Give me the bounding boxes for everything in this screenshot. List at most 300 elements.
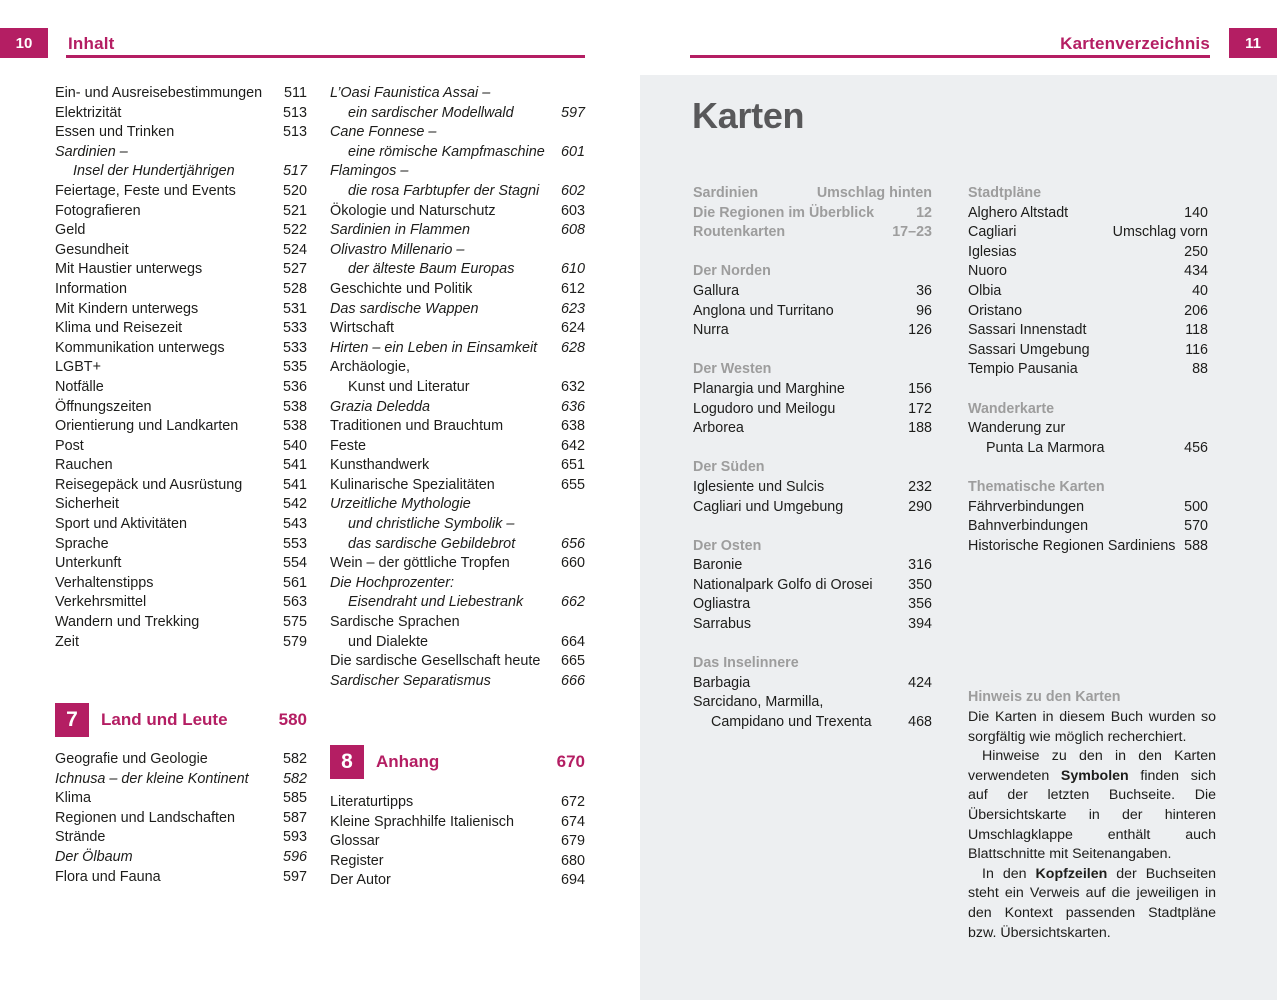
entry-label: Sardischer Separatismus xyxy=(330,672,491,689)
entry-page-number: 538 xyxy=(282,398,307,415)
toc-entry xyxy=(693,400,932,420)
toc-entry xyxy=(55,319,307,339)
entry-page-number: 126 xyxy=(908,322,932,339)
toc-entry xyxy=(330,300,585,320)
toc-entry xyxy=(330,417,585,437)
toc-entry xyxy=(55,104,307,124)
entry-page-number: 587 xyxy=(282,809,307,826)
entry-label: Hirten – ein Leben in Einsamkeit xyxy=(330,339,538,356)
entry-label: die rosa Farbtupfer der Stagni xyxy=(348,182,540,199)
toc-entry xyxy=(693,556,932,576)
entry-label: Post xyxy=(55,437,84,454)
toc-entry xyxy=(968,321,1208,341)
entry-label: Logudoro und Meilogu xyxy=(693,400,836,417)
entry-page-number: 636 xyxy=(560,398,585,415)
toc-entry xyxy=(330,495,585,515)
note-text: der Buchseiten steht ein Verweis auf die jeweiligen in den Kontext passenden Stadtpläne bzw. Übersichtskarten. xyxy=(968,865,1216,941)
entry-page-number: 579 xyxy=(282,633,307,650)
toc-entry xyxy=(55,495,307,515)
entry-page-number: 602 xyxy=(560,182,585,199)
entry-page-number: 538 xyxy=(282,418,307,435)
entry-page-number: 531 xyxy=(282,300,307,317)
entry-label: Der Süden xyxy=(693,459,765,476)
toc-column-1-top xyxy=(55,84,307,652)
toc-entry xyxy=(693,380,932,400)
entry-page-number: 588 xyxy=(1184,537,1208,554)
toc-entry xyxy=(330,221,585,241)
entry-label: und Dialekte xyxy=(348,633,428,650)
toc-entry xyxy=(330,280,585,300)
entry-label: ein sardischer Modellwald xyxy=(348,104,514,121)
entry-label: Cagliari und Umgebung xyxy=(693,498,844,515)
toc-entry xyxy=(330,358,585,378)
toc-entry xyxy=(55,809,307,829)
entry-page-number: 520 xyxy=(282,182,307,199)
toc-entry xyxy=(330,202,585,222)
toc-entry xyxy=(968,517,1208,537)
spacer xyxy=(693,243,932,263)
entry-label: Geschichte und Politik xyxy=(330,280,473,297)
toc-entry xyxy=(330,672,585,692)
toc-entry xyxy=(693,223,932,243)
entry-label: Campidano und Trexenta xyxy=(711,714,872,731)
entry-page-number: 554 xyxy=(282,555,307,572)
entry-page-number: 88 xyxy=(1192,361,1208,378)
entry-label: Fotografieren xyxy=(55,202,141,219)
entry-page-number: 674 xyxy=(560,813,585,830)
entry-label: Geld xyxy=(55,222,86,239)
toc-entry xyxy=(55,202,307,222)
toc-entry xyxy=(55,613,307,633)
entry-page-number: 350 xyxy=(908,576,932,593)
entry-page-number: 638 xyxy=(560,418,585,435)
entry-page-number: 593 xyxy=(282,829,307,846)
entry-page-number: 521 xyxy=(282,202,307,219)
entry-label: Wanderung zur xyxy=(968,420,1066,437)
entry-label: Der Osten xyxy=(693,537,762,554)
toc-entry xyxy=(968,537,1208,557)
toc-entry xyxy=(55,535,307,555)
toc-entry xyxy=(968,282,1208,302)
entry-page-number: 40 xyxy=(1192,282,1208,299)
entry-label: Die Regionen im Überblick xyxy=(693,204,875,221)
entry-label: und christliche Symbolik – xyxy=(348,516,515,533)
entry-label: Elektrizität xyxy=(55,104,122,121)
entry-label: Feiertage, Feste und Events xyxy=(55,182,236,199)
spacer xyxy=(968,556,1208,688)
toc-entry xyxy=(330,84,585,104)
entry-page-number: 623 xyxy=(560,300,585,317)
toc-entry xyxy=(968,262,1208,282)
entry-label: Hinweis zu den Karten xyxy=(968,689,1121,706)
entry-page-number: 517 xyxy=(282,163,307,180)
toc-column-1-bottom xyxy=(55,750,307,887)
spacer xyxy=(968,458,1208,478)
entry-page-number: 541 xyxy=(282,457,307,474)
entry-label: Arborea xyxy=(693,420,744,437)
entry-page-number: 140 xyxy=(1184,204,1208,221)
toc-entry xyxy=(55,554,307,574)
entry-page-number: 597 xyxy=(560,104,585,121)
toc-entry xyxy=(330,162,585,182)
toc-entry xyxy=(55,574,307,594)
header-rule-left xyxy=(66,55,585,58)
toc-entry xyxy=(330,613,585,633)
entry-page-number: 172 xyxy=(908,400,932,417)
entry-label: Insel der Hundertjährigen xyxy=(73,163,235,180)
entry-page-number: 610 xyxy=(560,261,585,278)
entry-label: Information xyxy=(55,280,127,297)
entry-label: Cane Fonnese – xyxy=(330,124,437,141)
entry-label: Fährverbindungen xyxy=(968,498,1085,515)
section-heading xyxy=(968,400,1208,420)
entry-label: Wandern und Trekking xyxy=(55,614,200,631)
entry-label: Nuoro xyxy=(968,263,1007,280)
toc-entry xyxy=(330,182,585,202)
entry-label: Thematische Karten xyxy=(968,478,1105,495)
toc-entry xyxy=(693,478,932,498)
entry-page-number: 632 xyxy=(560,378,585,395)
entry-label: Öffnungszeiten xyxy=(55,398,152,415)
entry-label: Der Autor xyxy=(330,872,391,889)
entry-page-number: 582 xyxy=(282,751,307,767)
toc-entry xyxy=(693,576,932,596)
toc-entry xyxy=(55,162,307,182)
entry-label: Nurra xyxy=(693,322,729,339)
toc-entry xyxy=(55,828,307,848)
entry-page-number: 540 xyxy=(282,437,307,454)
map-index-column-b xyxy=(968,184,1208,708)
section-heading xyxy=(693,458,932,478)
toc-entry xyxy=(330,104,585,124)
entry-label: Das sardische Wappen xyxy=(330,300,479,317)
entry-page-number: 527 xyxy=(282,261,307,278)
entry-label: Reisegepäck und Ausrüstung xyxy=(55,476,243,493)
entry-label: Barbagia xyxy=(693,674,751,691)
entry-label: Sardinien – xyxy=(55,143,128,160)
entry-label: Rauchen xyxy=(55,457,113,474)
note-bold-term: Kopfzeilen xyxy=(1035,865,1108,882)
entry-page-number: 17–23 xyxy=(892,224,932,241)
entry-label: Baronie xyxy=(693,557,743,574)
entry-label: Historische Regionen Sardiniens xyxy=(968,537,1176,554)
toc-entry xyxy=(55,868,307,888)
toc-entry xyxy=(330,593,585,613)
entry-page-number: 655 xyxy=(560,476,585,493)
entry-page-number: 665 xyxy=(560,653,585,670)
entry-page-number: 656 xyxy=(560,535,585,552)
section-heading xyxy=(693,654,932,674)
entry-label: Feste xyxy=(330,437,366,454)
toc-entry xyxy=(55,515,307,535)
entry-label: Gallura xyxy=(693,282,740,299)
map-note-text xyxy=(968,708,1216,943)
entry-label: Unterkunft xyxy=(55,555,122,572)
toc-entry xyxy=(55,241,307,261)
toc-entry xyxy=(693,693,932,713)
toc-entry xyxy=(330,554,585,574)
toc-entry xyxy=(55,789,307,809)
toc-entry xyxy=(55,260,307,280)
entry-label: Sarrabus xyxy=(693,616,752,633)
entry-label: Wirtschaft xyxy=(330,320,394,337)
toc-entry xyxy=(330,813,585,833)
toc-entry xyxy=(330,123,585,143)
entry-page-number: 96 xyxy=(916,302,932,319)
spacer xyxy=(693,517,932,537)
entry-label: Sicherheit xyxy=(55,496,119,513)
entry-label: Sarcidano, Marmilla, xyxy=(693,694,824,711)
toc-entry xyxy=(330,633,585,653)
entry-label: Der Norden xyxy=(693,263,771,280)
entry-page-number: 608 xyxy=(560,222,585,239)
entry-label: Der Westen xyxy=(693,361,772,378)
entry-label: Die sardische Gesellschaft heute xyxy=(330,653,541,670)
section-heading xyxy=(968,478,1208,498)
section-heading xyxy=(968,184,1208,204)
entry-page-number: 156 xyxy=(908,380,932,397)
toc-entry xyxy=(330,535,585,555)
toc-entry xyxy=(330,319,585,339)
entry-label: Stadtpläne xyxy=(968,185,1042,201)
entry-page-number: 553 xyxy=(282,535,307,552)
note-text: finden sich auf der letzten Buchseite. Die Übersichtskarte in der hinteren Umschlagklappe enthält auch Blattschnitte mit Seitenangaben. xyxy=(968,767,1216,863)
karten-page-title: Karten xyxy=(692,95,805,136)
entry-page-number: 290 xyxy=(908,498,932,515)
entry-label: Der Ölbaum xyxy=(55,848,133,865)
entry-page-number: 563 xyxy=(282,594,307,611)
entry-label: Glossar xyxy=(330,833,380,850)
section-heading xyxy=(693,537,932,557)
toc-entry xyxy=(55,456,307,476)
entry-page-number: 533 xyxy=(282,320,307,337)
toc-entry xyxy=(55,476,307,496)
entry-label: Notfälle xyxy=(55,378,104,395)
entry-page-number: 603 xyxy=(560,202,585,219)
toc-entry xyxy=(55,84,307,104)
spacer xyxy=(693,439,932,459)
chapter-number-badge: 8 xyxy=(330,745,364,779)
section-heading xyxy=(693,360,932,380)
toc-entry xyxy=(55,280,307,300)
toc-entry xyxy=(330,260,585,280)
note-text: Hinweise zu den in den Karten verwendeten xyxy=(968,748,1216,784)
toc-entry xyxy=(330,871,585,891)
toc-column-2-top xyxy=(330,84,585,691)
entry-label: Archäologie, xyxy=(330,359,410,376)
entry-label: Verhaltenstipps xyxy=(55,574,154,591)
entry-label: Strände xyxy=(55,829,106,846)
page-number-badge-left: 10 xyxy=(0,28,48,58)
entry-page-number: 582 xyxy=(282,770,307,787)
entry-page-number: 232 xyxy=(908,478,932,495)
entry-label: Das Inselinnere xyxy=(693,655,799,672)
entry-label: Die Hochprozenter: xyxy=(330,574,454,591)
entry-page-number: 543 xyxy=(282,516,307,533)
entry-page-number: 528 xyxy=(282,280,307,297)
section-heading xyxy=(693,262,932,282)
entry-page-number: 434 xyxy=(1184,263,1208,280)
entry-page-number: 511 xyxy=(284,85,307,101)
entry-page-number: Umschlag hinten xyxy=(816,185,932,201)
toc-entry xyxy=(55,398,307,418)
entry-label: Cagliari xyxy=(968,224,1017,241)
entry-page-number: 468 xyxy=(908,714,932,731)
entry-label: Mit Haustier unterwegs xyxy=(55,261,203,278)
entry-label: Eisendraht und Liebestrank xyxy=(348,594,524,611)
entry-label: Olivastro Millenario – xyxy=(330,241,465,258)
entry-label: Routenkarten xyxy=(693,224,786,241)
toc-entry xyxy=(55,221,307,241)
entry-label: Olbia xyxy=(968,282,1002,299)
toc-entry xyxy=(330,437,585,457)
entry-label: Wanderkarte xyxy=(968,400,1055,417)
toc-entry xyxy=(968,302,1208,322)
entry-label: Verkehrsmittel xyxy=(55,594,147,611)
toc-entry xyxy=(330,398,585,418)
entry-label: Klima und Reisezeit xyxy=(55,320,183,337)
entry-label: Ökologie und Naturschutz xyxy=(330,202,496,219)
entry-page-number: 533 xyxy=(282,339,307,356)
entry-label: Klima xyxy=(55,790,91,807)
entry-page-number: 662 xyxy=(560,594,585,611)
toc-entry xyxy=(330,476,585,496)
chapter-title: Land und Leute xyxy=(101,710,228,729)
map-index-column-a xyxy=(693,184,932,733)
entry-page-number: 660 xyxy=(560,555,585,572)
entry-page-number: 394 xyxy=(908,616,932,633)
spacer xyxy=(968,380,1208,400)
entry-page-number: 316 xyxy=(908,557,932,574)
toc-entry xyxy=(55,633,307,653)
entry-page-number: 206 xyxy=(1184,302,1208,319)
toc-entry xyxy=(55,848,307,868)
spacer xyxy=(693,635,932,655)
toc-entry xyxy=(55,417,307,437)
toc-entry xyxy=(55,182,307,202)
chapter-page-number: 580 xyxy=(278,710,307,729)
toc-entry xyxy=(693,282,932,302)
section-heading xyxy=(968,688,1208,708)
toc-entry xyxy=(693,615,932,635)
entry-page-number: 535 xyxy=(282,359,307,376)
note-text: In den xyxy=(982,865,1036,882)
entry-page-number: 624 xyxy=(560,320,585,337)
toc-entry xyxy=(693,595,932,615)
entry-page-number: 596 xyxy=(282,848,307,865)
chapter-title: Anhang xyxy=(376,752,440,771)
toc-entry xyxy=(55,339,307,359)
toc-column-2-bottom xyxy=(330,793,585,891)
entry-label: Ogliastra xyxy=(693,596,751,613)
entry-page-number: 456 xyxy=(1184,439,1208,456)
entry-label: Nationalpark Golfo di Orosei xyxy=(693,576,873,593)
entry-label: Tempio Pausania xyxy=(968,361,1078,378)
entry-label: Punta La Marmora xyxy=(986,439,1105,456)
entry-page-number: 522 xyxy=(282,222,307,239)
entry-page-number: 561 xyxy=(282,574,307,591)
toc-entry xyxy=(55,437,307,457)
toc-entry xyxy=(330,652,585,672)
toc-entry xyxy=(968,439,1208,459)
page-number-badge-right: 11 xyxy=(1229,28,1277,58)
entry-page-number: 672 xyxy=(560,794,585,810)
entry-label: Sardinien in Flammen xyxy=(330,222,470,239)
toc-entry xyxy=(330,515,585,535)
entry-page-number: 541 xyxy=(282,476,307,493)
toc-entry xyxy=(968,341,1208,361)
toc-entry xyxy=(693,498,932,518)
entry-label: das sardische Gebildebrot xyxy=(348,535,516,552)
entry-page-number: 601 xyxy=(560,143,585,160)
entry-label: Geografie und Geologie xyxy=(55,751,208,767)
entry-label: Iglesias xyxy=(968,243,1017,260)
toc-entry xyxy=(968,223,1208,243)
entry-page-number: Umschlag vorn xyxy=(1112,224,1208,241)
entry-page-number: 680 xyxy=(560,852,585,869)
entry-label: Ein- und Ausreisebestimmungen xyxy=(55,85,263,101)
toc-entry xyxy=(693,204,932,224)
entry-label: Regionen und Landschaften xyxy=(55,809,236,826)
entry-label: Planargia und Marghine xyxy=(693,380,845,397)
entry-page-number: 188 xyxy=(908,420,932,437)
entry-page-number: 612 xyxy=(560,280,585,297)
entry-label: Flamingos – xyxy=(330,163,409,180)
note-paragraph xyxy=(968,747,1216,865)
entry-label: Kleine Sprachhilfe Italienisch xyxy=(330,813,514,830)
entry-label: Orientierung und Landkarten xyxy=(55,418,239,435)
header-rule-right xyxy=(690,55,1210,58)
entry-label: Grazia Deledda xyxy=(330,398,430,415)
note-text: Die Karten in diesem Buch wurden so sorgfältig wie möglich recherchiert. xyxy=(968,709,1216,745)
toc-entry xyxy=(693,713,932,733)
toc-entry xyxy=(330,574,585,594)
entry-page-number: 664 xyxy=(560,633,585,650)
entry-label: Zeit xyxy=(55,633,79,650)
entry-label: Sprache xyxy=(55,535,109,552)
entry-page-number: 536 xyxy=(282,378,307,395)
entry-label: Anglona und Turritano xyxy=(693,302,834,319)
toc-entry xyxy=(55,143,307,163)
entry-page-number: 597 xyxy=(282,868,307,885)
entry-page-number: 585 xyxy=(282,790,307,807)
entry-label: Sassari Umgebung xyxy=(968,341,1090,358)
entry-label: Kommunikation unterwegs xyxy=(55,339,225,356)
entry-page-number: 116 xyxy=(1185,341,1208,358)
entry-page-number: 570 xyxy=(1184,518,1208,535)
toc-entry xyxy=(330,832,585,852)
toc-entry xyxy=(968,243,1208,263)
chapter-7-block xyxy=(55,703,307,737)
toc-entry xyxy=(55,123,307,143)
entry-page-number: 513 xyxy=(282,104,307,121)
toc-entry xyxy=(968,419,1208,439)
toc-entry xyxy=(55,358,307,378)
entry-label: Traditionen und Brauchtum xyxy=(330,418,504,435)
entry-page-number: 628 xyxy=(560,339,585,356)
toc-entry xyxy=(330,339,585,359)
toc-entry xyxy=(55,593,307,613)
toc-entry xyxy=(55,770,307,790)
running-head-left: Inhalt xyxy=(68,34,115,53)
note-paragraph xyxy=(968,708,1216,747)
toc-entry xyxy=(330,793,585,813)
entry-label: Register xyxy=(330,852,384,869)
entry-label: Urzeitliche Mythologie xyxy=(330,496,471,513)
chapter-number-badge: 7 xyxy=(55,703,89,737)
entry-label: Wein – der göttliche Tropfen xyxy=(330,555,510,572)
entry-label: Sardische Sprachen xyxy=(330,614,460,631)
